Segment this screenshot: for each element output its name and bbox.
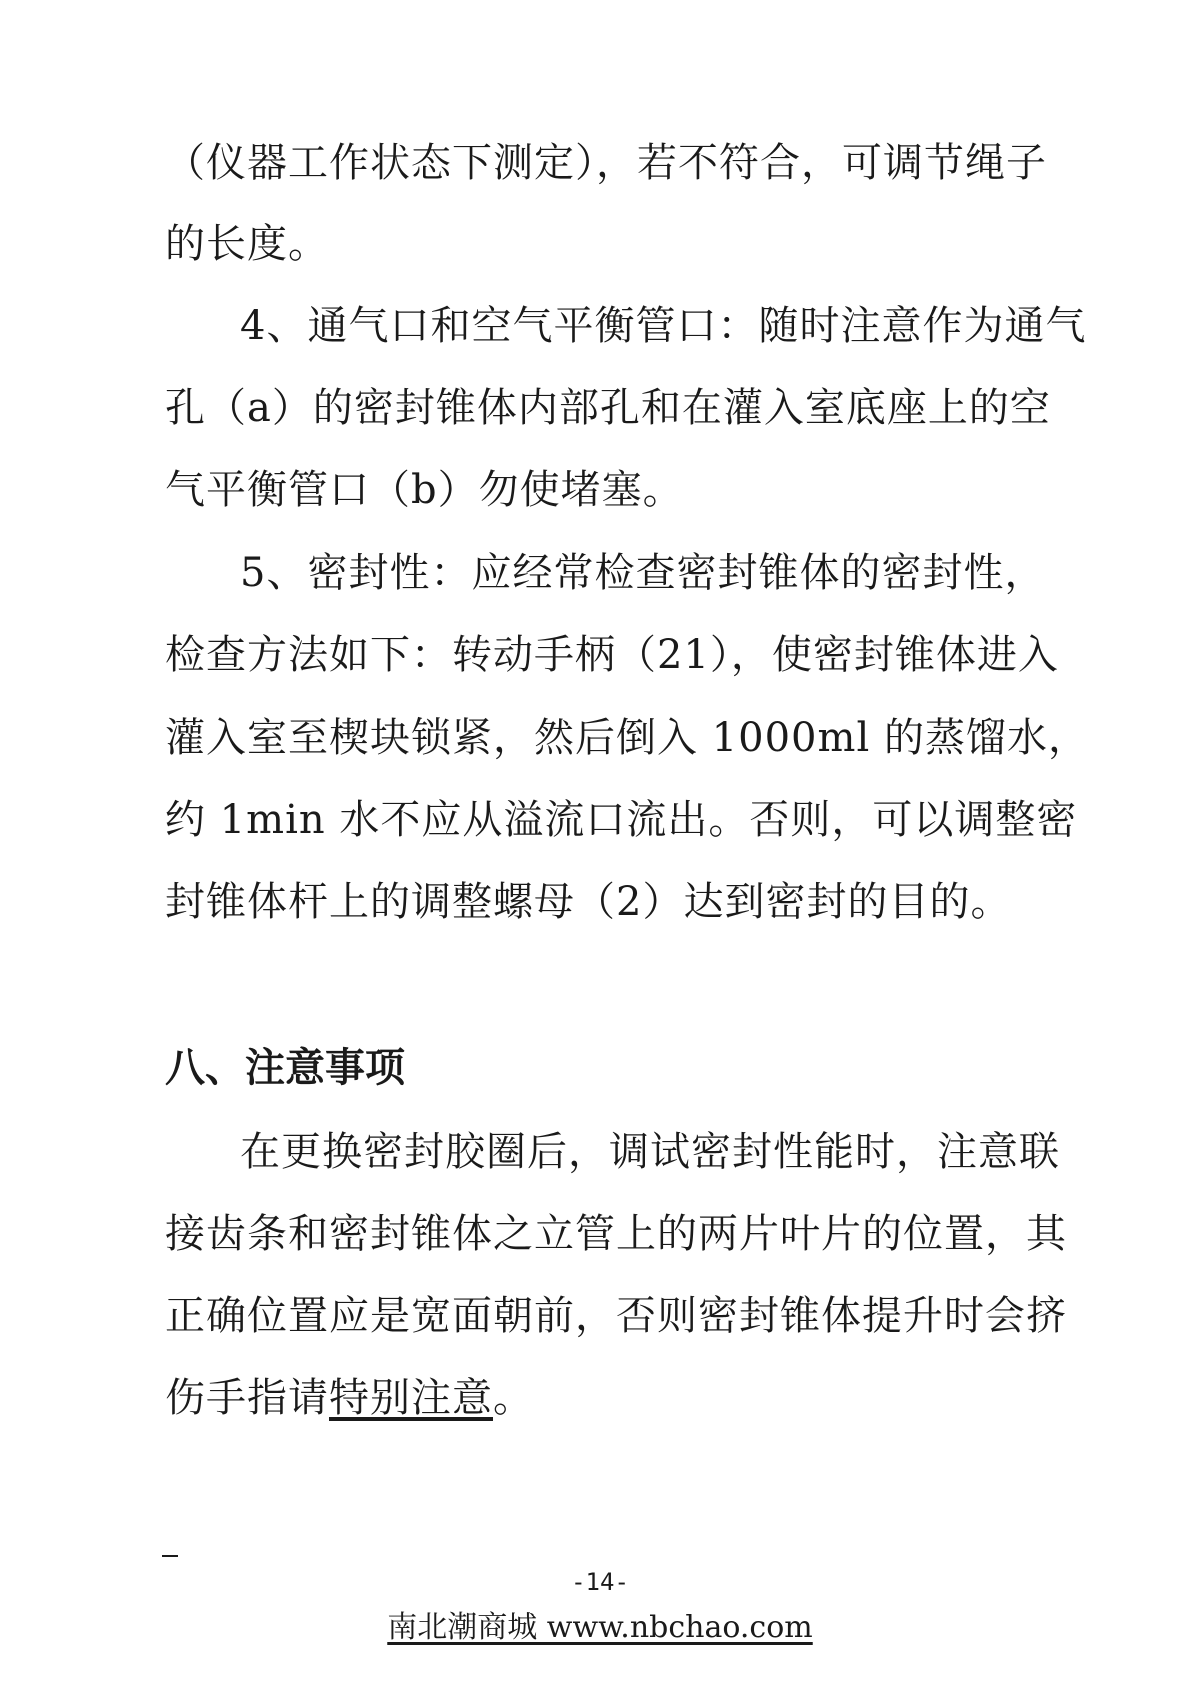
body-line-8: 灌入室至楔块锁紧，然后倒入 1000ml 的蒸馏水， bbox=[165, 715, 1089, 761]
footnote-rule bbox=[162, 1555, 178, 1557]
notice-line-1: 在更换密封胶圈后，调试密封性能时，注意联 bbox=[240, 1129, 1060, 1175]
body-line-9: 约 1min 水不应从溢流口流出。否则，可以调整密 bbox=[165, 797, 1078, 843]
body-line-6: 5、密封性：应经常检查密封锥体的密封性， bbox=[240, 550, 1046, 596]
footer bbox=[0, 1608, 1200, 1648]
body-line-10: 封锥体杆上的调整螺母（2）达到密封的目的。 bbox=[165, 879, 1012, 925]
underlined-emphasis: 特别注意 bbox=[329, 1375, 493, 1421]
body-line-3: 4、通气口和空气平衡管口：随时注意作为通气 bbox=[240, 303, 1087, 349]
body-line-4: 孔（a）的密封锥体内部孔和在灌入室底座上的空 bbox=[165, 385, 1051, 431]
notice-line-4-prefix: 伤手指请 bbox=[165, 1375, 329, 1421]
body-line-7: 检查方法如下：转动手柄（21），使密封锥体进入 bbox=[165, 632, 1059, 678]
notice-line-4-suffix: 。 bbox=[493, 1375, 534, 1421]
body-line-2: 的长度。 bbox=[165, 221, 329, 267]
notice-line-3: 正确位置应是宽面朝前，否则密封锥体提升时会挤 bbox=[165, 1293, 1067, 1339]
page-number: -14- bbox=[571, 1568, 629, 1596]
body-line-1: （仪器工作状态下测定），若不符合，可调节绳子 bbox=[165, 140, 1047, 186]
notice-line-2: 接齿条和密封锥体之立管上的两片叶片的位置，其 bbox=[165, 1211, 1067, 1257]
body-line-5: 气平衡管口（b）勿使堵塞。 bbox=[165, 467, 684, 513]
footer-link[interactable]: 南北潮商城 www.nbchao.com bbox=[387, 1610, 813, 1645]
notice-line-4 bbox=[165, 1374, 534, 1422]
section-heading: 八、注意事项 bbox=[165, 1045, 405, 1091]
